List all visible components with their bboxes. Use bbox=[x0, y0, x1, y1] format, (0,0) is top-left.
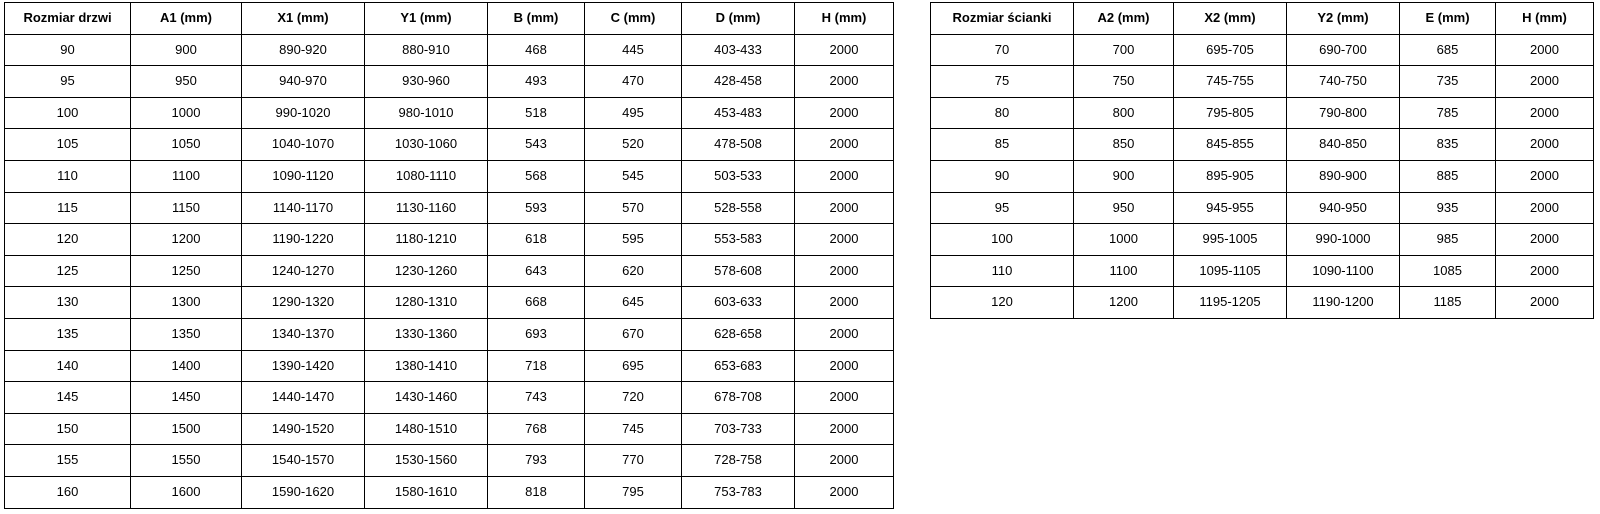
column-header-y1: Y1 (mm) bbox=[365, 3, 488, 35]
cell: 785 bbox=[1400, 97, 1496, 129]
cell: 670 bbox=[585, 318, 682, 350]
cell: 620 bbox=[585, 255, 682, 287]
cell: 2000 bbox=[795, 382, 894, 414]
doors-table-header bbox=[5, 3, 894, 35]
cell: 593 bbox=[488, 192, 585, 224]
cell: 695 bbox=[585, 350, 682, 382]
cell: 653-683 bbox=[682, 350, 795, 382]
cell: 940-970 bbox=[242, 66, 365, 98]
cell: 1090-1100 bbox=[1287, 255, 1400, 287]
cell: 160 bbox=[5, 476, 131, 508]
doors-size-table bbox=[4, 2, 894, 509]
cell: 740-750 bbox=[1287, 66, 1400, 98]
cell: 155 bbox=[5, 445, 131, 477]
cell: 1280-1310 bbox=[365, 287, 488, 319]
cell: 1190-1200 bbox=[1287, 287, 1400, 319]
cell: 793 bbox=[488, 445, 585, 477]
cell: 95 bbox=[931, 192, 1074, 224]
cell: 115 bbox=[5, 192, 131, 224]
cell: 720 bbox=[585, 382, 682, 414]
cell: 745-755 bbox=[1174, 66, 1287, 98]
cell: 468 bbox=[488, 34, 585, 66]
cell: 1100 bbox=[1074, 255, 1174, 287]
table-row bbox=[931, 129, 1594, 161]
cell: 1140-1170 bbox=[242, 192, 365, 224]
cell: 1030-1060 bbox=[365, 129, 488, 161]
cell: 900 bbox=[1074, 160, 1174, 192]
cell: 110 bbox=[5, 160, 131, 192]
cell: 2000 bbox=[795, 318, 894, 350]
cell: 120 bbox=[5, 224, 131, 256]
column-header-a1: A1 (mm) bbox=[131, 3, 242, 35]
column-header-rozmiar-scianki: Rozmiar ścianki bbox=[931, 3, 1074, 35]
cell: 745 bbox=[585, 413, 682, 445]
cell: 690-700 bbox=[1287, 34, 1400, 66]
cell: 795 bbox=[585, 476, 682, 508]
cell: 1150 bbox=[131, 192, 242, 224]
cell: 645 bbox=[585, 287, 682, 319]
column-header-d: D (mm) bbox=[682, 3, 795, 35]
cell: 1390-1420 bbox=[242, 350, 365, 382]
cell: 685 bbox=[1400, 34, 1496, 66]
cell: 85 bbox=[931, 129, 1074, 161]
cell: 1180-1210 bbox=[365, 224, 488, 256]
cell: 1430-1460 bbox=[365, 382, 488, 414]
cell: 750 bbox=[1074, 66, 1174, 98]
cell: 700 bbox=[1074, 34, 1174, 66]
cell: 693 bbox=[488, 318, 585, 350]
cell: 2000 bbox=[795, 287, 894, 319]
cell: 120 bbox=[931, 287, 1074, 319]
cell: 70 bbox=[931, 34, 1074, 66]
table-row bbox=[5, 318, 894, 350]
cell: 643 bbox=[488, 255, 585, 287]
cell: 628-658 bbox=[682, 318, 795, 350]
cell: 2000 bbox=[1496, 192, 1594, 224]
walls-size-table bbox=[930, 2, 1594, 319]
cell: 753-783 bbox=[682, 476, 795, 508]
cell: 835 bbox=[1400, 129, 1496, 161]
column-header-e: E (mm) bbox=[1400, 3, 1496, 35]
cell: 1095-1105 bbox=[1174, 255, 1287, 287]
cell: 1000 bbox=[1074, 224, 1174, 256]
cell: 1480-1510 bbox=[365, 413, 488, 445]
cell: 1550 bbox=[131, 445, 242, 477]
cell: 1300 bbox=[131, 287, 242, 319]
column-header-b: B (mm) bbox=[488, 3, 585, 35]
cell: 528-558 bbox=[682, 192, 795, 224]
column-header-h: H (mm) bbox=[795, 3, 894, 35]
cell: 2000 bbox=[795, 445, 894, 477]
cell: 2000 bbox=[795, 97, 894, 129]
cell: 595 bbox=[585, 224, 682, 256]
table-row bbox=[5, 192, 894, 224]
cell: 2000 bbox=[795, 192, 894, 224]
cell: 618 bbox=[488, 224, 585, 256]
table-row bbox=[931, 34, 1594, 66]
cell: 140 bbox=[5, 350, 131, 382]
column-header-y2: Y2 (mm) bbox=[1287, 3, 1400, 35]
cell: 95 bbox=[5, 66, 131, 98]
cell: 1580-1610 bbox=[365, 476, 488, 508]
cell: 2000 bbox=[1496, 97, 1594, 129]
cell: 2000 bbox=[1496, 129, 1594, 161]
cell: 110 bbox=[931, 255, 1074, 287]
cell: 2000 bbox=[795, 34, 894, 66]
table-row bbox=[5, 413, 894, 445]
cell: 130 bbox=[5, 287, 131, 319]
table-row bbox=[5, 445, 894, 477]
cell: 678-708 bbox=[682, 382, 795, 414]
table-row bbox=[5, 129, 894, 161]
cell: 840-850 bbox=[1287, 129, 1400, 161]
cell: 768 bbox=[488, 413, 585, 445]
cell: 890-900 bbox=[1287, 160, 1400, 192]
cell: 1230-1260 bbox=[365, 255, 488, 287]
cell: 1330-1360 bbox=[365, 318, 488, 350]
cell: 1200 bbox=[1074, 287, 1174, 319]
cell: 770 bbox=[585, 445, 682, 477]
cell: 503-533 bbox=[682, 160, 795, 192]
cell: 90 bbox=[5, 34, 131, 66]
doors-size-table-container bbox=[4, 2, 894, 509]
column-header-x2: X2 (mm) bbox=[1174, 3, 1287, 35]
table-row bbox=[5, 476, 894, 508]
cell: 1240-1270 bbox=[242, 255, 365, 287]
cell: 1185 bbox=[1400, 287, 1496, 319]
cell: 1290-1320 bbox=[242, 287, 365, 319]
cell: 930-960 bbox=[365, 66, 488, 98]
table-header-row bbox=[931, 3, 1594, 35]
cell: 728-758 bbox=[682, 445, 795, 477]
table-row bbox=[5, 160, 894, 192]
cell: 885 bbox=[1400, 160, 1496, 192]
cell: 1540-1570 bbox=[242, 445, 365, 477]
cell: 845-855 bbox=[1174, 129, 1287, 161]
cell: 695-705 bbox=[1174, 34, 1287, 66]
table-row bbox=[5, 287, 894, 319]
table-row bbox=[931, 66, 1594, 98]
table-row bbox=[931, 287, 1594, 319]
cell: 2000 bbox=[795, 476, 894, 508]
cell: 1195-1205 bbox=[1174, 287, 1287, 319]
table-row bbox=[931, 255, 1594, 287]
cell: 1250 bbox=[131, 255, 242, 287]
cell: 403-433 bbox=[682, 34, 795, 66]
cell: 940-950 bbox=[1287, 192, 1400, 224]
cell: 453-483 bbox=[682, 97, 795, 129]
cell: 950 bbox=[131, 66, 242, 98]
cell: 1340-1370 bbox=[242, 318, 365, 350]
cell: 900 bbox=[131, 34, 242, 66]
cell: 75 bbox=[931, 66, 1074, 98]
cell: 2000 bbox=[1496, 66, 1594, 98]
cell: 895-905 bbox=[1174, 160, 1287, 192]
cell: 1085 bbox=[1400, 255, 1496, 287]
table-row bbox=[5, 255, 894, 287]
cell: 950 bbox=[1074, 192, 1174, 224]
cell: 2000 bbox=[795, 413, 894, 445]
cell: 795-805 bbox=[1174, 97, 1287, 129]
cell: 100 bbox=[931, 224, 1074, 256]
cell: 880-910 bbox=[365, 34, 488, 66]
walls-table-body bbox=[931, 34, 1594, 318]
cell: 2000 bbox=[1496, 255, 1594, 287]
cell: 890-920 bbox=[242, 34, 365, 66]
cell: 578-608 bbox=[682, 255, 795, 287]
column-header-c: C (mm) bbox=[585, 3, 682, 35]
cell: 718 bbox=[488, 350, 585, 382]
cell: 1500 bbox=[131, 413, 242, 445]
cell: 2000 bbox=[1496, 160, 1594, 192]
cell: 1100 bbox=[131, 160, 242, 192]
table-row bbox=[931, 224, 1594, 256]
cell: 105 bbox=[5, 129, 131, 161]
table-row bbox=[5, 382, 894, 414]
cell: 990-1000 bbox=[1287, 224, 1400, 256]
table-row bbox=[5, 66, 894, 98]
walls-size-table-container bbox=[930, 2, 1594, 319]
cell: 985 bbox=[1400, 224, 1496, 256]
column-header-x1: X1 (mm) bbox=[242, 3, 365, 35]
cell: 80 bbox=[931, 97, 1074, 129]
cell: 493 bbox=[488, 66, 585, 98]
cell: 2000 bbox=[1496, 34, 1594, 66]
table-row bbox=[931, 97, 1594, 129]
cell: 2000 bbox=[795, 224, 894, 256]
doors-table-body bbox=[5, 34, 894, 508]
cell: 2000 bbox=[795, 129, 894, 161]
cell: 743 bbox=[488, 382, 585, 414]
cell: 1190-1220 bbox=[242, 224, 365, 256]
cell: 1080-1110 bbox=[365, 160, 488, 192]
cell: 1000 bbox=[131, 97, 242, 129]
cell: 1380-1410 bbox=[365, 350, 488, 382]
cell: 2000 bbox=[795, 350, 894, 382]
cell: 1590-1620 bbox=[242, 476, 365, 508]
cell: 850 bbox=[1074, 129, 1174, 161]
cell: 1040-1070 bbox=[242, 129, 365, 161]
cell: 1450 bbox=[131, 382, 242, 414]
cell: 790-800 bbox=[1287, 97, 1400, 129]
cell: 100 bbox=[5, 97, 131, 129]
cell: 478-508 bbox=[682, 129, 795, 161]
cell: 1400 bbox=[131, 350, 242, 382]
cell: 1530-1560 bbox=[365, 445, 488, 477]
cell: 935 bbox=[1400, 192, 1496, 224]
cell: 1050 bbox=[131, 129, 242, 161]
cell: 495 bbox=[585, 97, 682, 129]
cell: 1090-1120 bbox=[242, 160, 365, 192]
cell: 980-1010 bbox=[365, 97, 488, 129]
cell: 520 bbox=[585, 129, 682, 161]
cell: 2000 bbox=[1496, 287, 1594, 319]
cell: 995-1005 bbox=[1174, 224, 1287, 256]
cell: 990-1020 bbox=[242, 97, 365, 129]
table-header-row bbox=[5, 3, 894, 35]
cell: 2000 bbox=[795, 255, 894, 287]
cell: 125 bbox=[5, 255, 131, 287]
cell: 150 bbox=[5, 413, 131, 445]
table-row bbox=[931, 160, 1594, 192]
cell: 818 bbox=[488, 476, 585, 508]
cell: 800 bbox=[1074, 97, 1174, 129]
cell: 703-733 bbox=[682, 413, 795, 445]
table-row bbox=[5, 224, 894, 256]
cell: 543 bbox=[488, 129, 585, 161]
cell: 2000 bbox=[795, 66, 894, 98]
cell: 570 bbox=[585, 192, 682, 224]
cell: 1200 bbox=[131, 224, 242, 256]
cell: 518 bbox=[488, 97, 585, 129]
column-header-h: H (mm) bbox=[1496, 3, 1594, 35]
cell: 428-458 bbox=[682, 66, 795, 98]
walls-table-header bbox=[931, 3, 1594, 35]
table-row bbox=[5, 97, 894, 129]
cell: 1130-1160 bbox=[365, 192, 488, 224]
table-row bbox=[5, 34, 894, 66]
cell: 2000 bbox=[1496, 224, 1594, 256]
table-row bbox=[931, 192, 1594, 224]
cell: 1490-1520 bbox=[242, 413, 365, 445]
cell: 445 bbox=[585, 34, 682, 66]
cell: 668 bbox=[488, 287, 585, 319]
column-header-a2: A2 (mm) bbox=[1074, 3, 1174, 35]
cell: 603-633 bbox=[682, 287, 795, 319]
cell: 568 bbox=[488, 160, 585, 192]
cell: 470 bbox=[585, 66, 682, 98]
column-header-rozmiar-drzwi: Rozmiar drzwi bbox=[5, 3, 131, 35]
cell: 553-583 bbox=[682, 224, 795, 256]
cell: 2000 bbox=[795, 160, 894, 192]
cell: 1440-1470 bbox=[242, 382, 365, 414]
cell: 1600 bbox=[131, 476, 242, 508]
cell: 90 bbox=[931, 160, 1074, 192]
cell: 545 bbox=[585, 160, 682, 192]
cell: 145 bbox=[5, 382, 131, 414]
cell: 945-955 bbox=[1174, 192, 1287, 224]
table-row bbox=[5, 350, 894, 382]
cell: 1350 bbox=[131, 318, 242, 350]
cell: 735 bbox=[1400, 66, 1496, 98]
cell: 135 bbox=[5, 318, 131, 350]
